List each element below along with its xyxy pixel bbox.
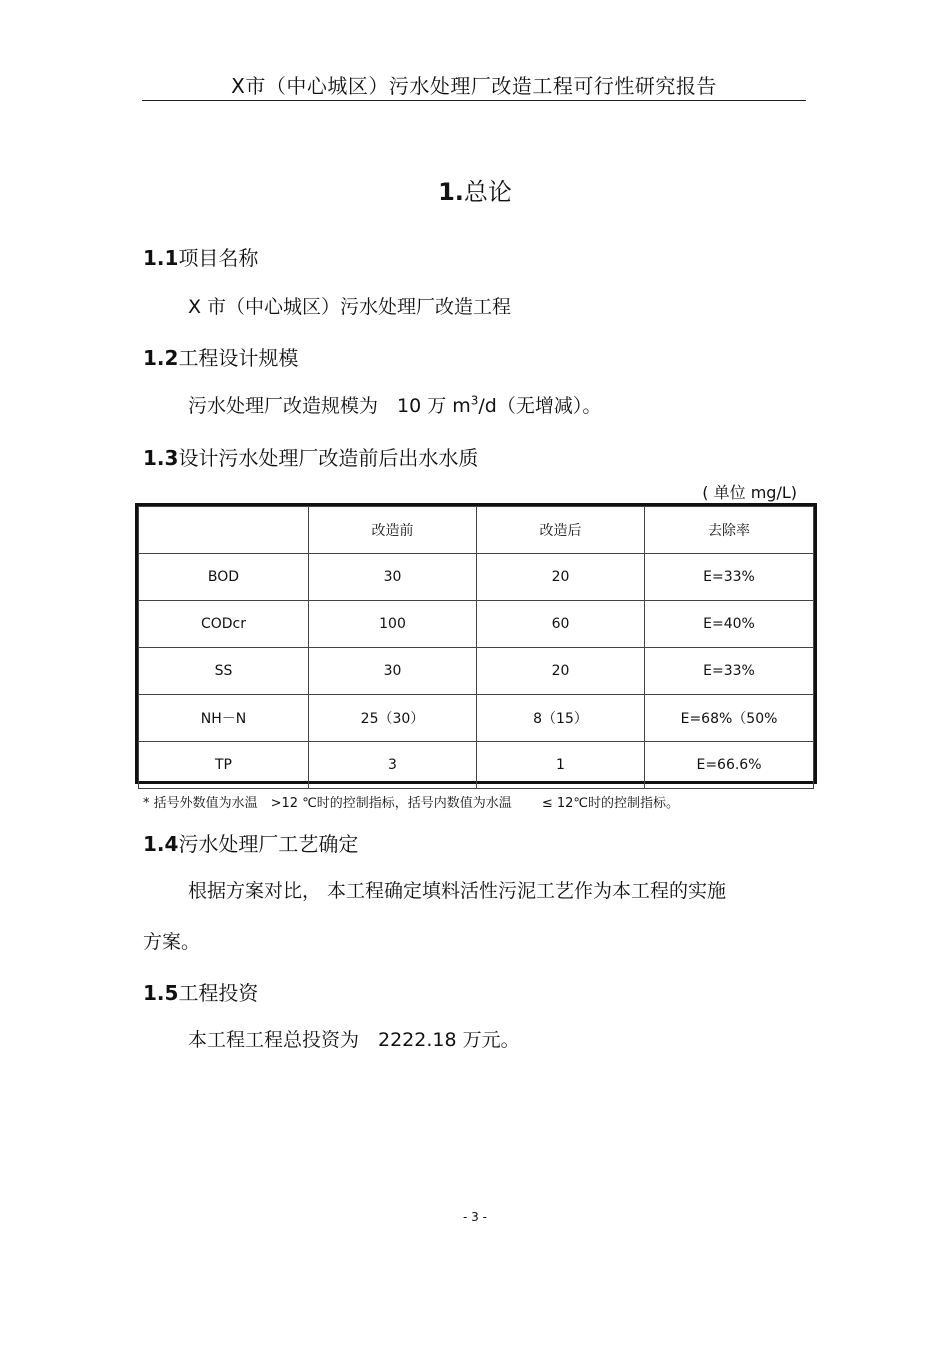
table-row — [139, 648, 814, 695]
table-cell: 30 — [309, 648, 477, 695]
table-cell: 30 — [309, 554, 477, 601]
table-header-cell: 改造前 — [309, 507, 477, 554]
section-number: 1.2 — [143, 346, 179, 370]
table-unit-note: ( 单位 mg/L) — [702, 483, 797, 502]
investment-text: 本工程工程总投资为 2222.18 万元。 — [188, 1029, 520, 1051]
table-cell: NH－N — [139, 695, 309, 742]
table-row — [139, 601, 814, 648]
section-title: 项目名称 — [178, 246, 259, 270]
table-header-cell — [139, 507, 309, 554]
page-number: - 3 - — [463, 1210, 487, 1224]
chapter-title-text: 总论 — [463, 178, 512, 206]
section-heading-1-1 — [143, 242, 258, 271]
table-cell: 20 — [477, 648, 645, 695]
project-name-text: X 市（中心城区）污水处理厂改造工程 — [188, 296, 512, 318]
footnote-part-1: * 括号外数值为水温 >12 ℃时的控制指标，括号内数值为水温 — [143, 796, 512, 811]
section-title: 设计污水处理厂改造前后出水水质 — [178, 446, 479, 470]
table-header-cell: 改造后 — [477, 507, 645, 554]
section-title: 工程投资 — [178, 981, 259, 1005]
design-scale-sup: 3 — [470, 393, 479, 408]
table-cell: BOD — [139, 554, 309, 601]
table-cell: 100 — [309, 601, 477, 648]
section-heading-1-5 — [143, 977, 258, 1006]
table-row — [139, 554, 814, 601]
table-cell: 3 — [309, 742, 477, 789]
table-row — [139, 695, 814, 742]
section-title: 污水处理厂工艺确定 — [178, 832, 359, 856]
table-cell: E=40% — [645, 601, 814, 648]
section-number: 1.4 — [143, 832, 179, 856]
section-number: 1.1 — [143, 246, 179, 270]
process-text-line-1: 根据方案对比， 本工程确定填料活性污泥工艺作为本工程的实施 — [188, 880, 727, 902]
section-title: 工程设计规模 — [178, 346, 299, 370]
table-cell: E=66.6% — [645, 742, 814, 789]
table-cell: E=33% — [645, 648, 814, 695]
section-number: 1.3 — [143, 446, 179, 470]
footnote-part-2: ≤ 12℃时的控制指标。 — [541, 796, 679, 811]
header-divider — [142, 100, 806, 101]
table-cell: 20 — [477, 554, 645, 601]
table-row — [139, 742, 814, 789]
section-heading-1-3 — [143, 442, 478, 471]
table-cell: 25（30） — [309, 695, 477, 742]
section-heading-1-2 — [143, 342, 298, 371]
page-header-title: X市（中心城区）污水处理厂改造工程可行性研究报告 — [231, 74, 717, 98]
chapter-number: 1. — [438, 178, 464, 206]
table-cell: E=33% — [645, 554, 814, 601]
design-scale-after: /d（无增减）。 — [478, 395, 602, 417]
table-header-row — [139, 507, 814, 554]
table-cell: SS — [139, 648, 309, 695]
design-scale-before: 污水处理厂改造规模为 10 万 m — [188, 395, 471, 417]
table-header-cell: 去除率 — [645, 507, 814, 554]
section-number: 1.5 — [143, 981, 179, 1005]
water-quality-table — [135, 503, 817, 784]
table-cell: E=68%（50% — [645, 695, 814, 742]
table-cell: 60 — [477, 601, 645, 648]
table-cell: 8（15） — [477, 695, 645, 742]
design-scale-text — [188, 391, 601, 418]
process-text-line-2: 方案。 — [143, 931, 201, 953]
table-footnote — [143, 792, 679, 811]
chapter-title — [0, 172, 950, 207]
section-heading-1-4 — [143, 828, 358, 857]
table-cell: 1 — [477, 742, 645, 789]
table-cell: CODcr — [139, 601, 309, 648]
table-cell: TP — [139, 742, 309, 789]
